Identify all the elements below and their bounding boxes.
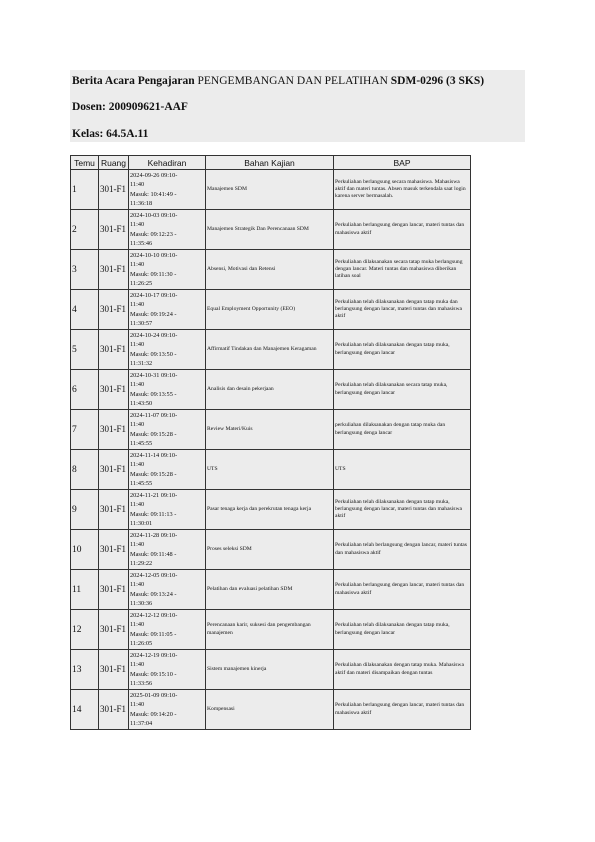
bap-note: Perkuliahan telah dilaksanakan secara tatap muka, berlangsung dengan lancar bbox=[334, 370, 471, 410]
header-temu: Temu bbox=[71, 156, 99, 170]
meeting-number: 4 bbox=[71, 290, 99, 330]
check-out-time: 11:30:36 bbox=[130, 599, 153, 607]
lecturer-line: Dosen: 200909621-AAF bbox=[72, 101, 188, 113]
attendance-cell bbox=[129, 290, 206, 330]
bap-note: Perkuliahan dilaksanakan dengan tatap muka. Mahasiswa aktif dan materi disampaikan dengan tuntas bbox=[334, 650, 471, 690]
check-out-time: 11:45:55 bbox=[130, 439, 153, 447]
study-material: Manajemen SDM bbox=[206, 170, 334, 210]
room: 301-F1 bbox=[99, 530, 129, 570]
table-row bbox=[71, 610, 471, 650]
check-out-time: 11:36:18 bbox=[130, 199, 153, 207]
table-row bbox=[71, 570, 471, 610]
study-material: Pasar tenaga kerja dan perekrutan tenaga kerja bbox=[206, 490, 334, 530]
table-row bbox=[71, 370, 471, 410]
schedule-date: 2024-11-07 09:10- bbox=[130, 412, 178, 420]
schedule-end: 11:40 bbox=[130, 421, 145, 429]
meeting-number: 11 bbox=[71, 570, 99, 610]
attendance-cell bbox=[129, 570, 206, 610]
attendance-cell bbox=[129, 370, 206, 410]
schedule-end: 11:40 bbox=[130, 301, 145, 309]
check-in-time: Masuk: 09:13:50 - bbox=[130, 350, 177, 358]
check-in-time: Masuk: 09:13:55 - bbox=[130, 390, 177, 398]
bap-note: Perkuliahan berlangsung dengan lancar, materi tuntas dan mahasiswa aktif bbox=[334, 690, 471, 730]
check-in-time: Masuk: 09:15:28 - bbox=[130, 470, 177, 478]
study-material: Affirmatif Tindakan dan Manajemen Keragaman bbox=[206, 330, 334, 370]
meeting-number: 5 bbox=[71, 330, 99, 370]
attendance-cell bbox=[129, 330, 206, 370]
room: 301-F1 bbox=[99, 650, 129, 690]
meeting-number: 6 bbox=[71, 370, 99, 410]
check-out-time: 11:37:04 bbox=[130, 719, 153, 727]
schedule-date: 2024-10-24 09:10- bbox=[130, 332, 178, 340]
meeting-number: 3 bbox=[71, 250, 99, 290]
schedule-end: 11:40 bbox=[130, 181, 145, 189]
meeting-number: 1 bbox=[71, 170, 99, 210]
check-in-time: Masuk: 09:11:05 - bbox=[130, 630, 177, 638]
attendance-cell bbox=[129, 210, 206, 250]
check-in-time: Masuk: 09:11:48 - bbox=[130, 550, 177, 558]
attendance-cell bbox=[129, 690, 206, 730]
table-row bbox=[71, 530, 471, 570]
table-row bbox=[71, 410, 471, 450]
schedule-date: 2024-10-17 09:10- bbox=[130, 292, 178, 300]
check-out-time: 11:26:05 bbox=[130, 639, 153, 647]
study-material: Proses seleksi SDM bbox=[206, 530, 334, 570]
check-in-time: Masuk: 09:13:24 - bbox=[130, 590, 177, 598]
check-in-time: Masuk: 09:11:13 - bbox=[130, 510, 177, 518]
header-kehadiran: Kehadiran bbox=[129, 156, 206, 170]
attendance-cell bbox=[129, 530, 206, 570]
bap-note: Perkuliahan berlangsung secara mahasiswa. Mahasiswa aktif dan materi tuntas. Absen masuk terkendala saat login karena server bermasalah. bbox=[334, 170, 471, 210]
check-out-time: 11:33:56 bbox=[130, 679, 153, 687]
attendance-cell bbox=[129, 170, 206, 210]
study-material: Analisis dan desain pekerjaan bbox=[206, 370, 334, 410]
attendance-cell bbox=[129, 450, 206, 490]
bap-note: Perkuliahan berlangsung dengan lancar, materi tuntas dan mahasiswa aktif bbox=[334, 570, 471, 610]
class-line: Kelas: 64.5A.11 bbox=[72, 128, 149, 140]
study-material: Review Materi/Kuis bbox=[206, 410, 334, 450]
header-bahan-kajian: Bahan Kajian bbox=[206, 156, 334, 170]
check-in-time: Masuk: 09:15:28 - bbox=[130, 430, 177, 438]
check-out-time: 11:30:57 bbox=[130, 319, 153, 327]
schedule-date: 2024-09-26 09:10- bbox=[130, 172, 178, 180]
room: 301-F1 bbox=[99, 210, 129, 250]
room: 301-F1 bbox=[99, 450, 129, 490]
schedule-date: 2024-12-19 09:10- bbox=[130, 652, 178, 660]
attendance-cell bbox=[129, 490, 206, 530]
meeting-number: 10 bbox=[71, 530, 99, 570]
schedule-end: 11:40 bbox=[130, 541, 145, 549]
room: 301-F1 bbox=[99, 490, 129, 530]
attendance-cell bbox=[129, 610, 206, 650]
room: 301-F1 bbox=[99, 250, 129, 290]
schedule-end: 11:40 bbox=[130, 621, 145, 629]
study-material: Absensi, Motivasi dan Retensi bbox=[206, 250, 334, 290]
check-out-time: 11:26:25 bbox=[130, 279, 153, 287]
study-material: Kompensasi bbox=[206, 690, 334, 730]
table-row bbox=[71, 690, 471, 730]
room: 301-F1 bbox=[99, 610, 129, 650]
study-material: Perencanaan karir, suksesi dan pengembangan manajemen bbox=[206, 610, 334, 650]
bap-note: Perkuliahan telah berlangsung dengan lancar, materi tuntas dan mahasiswa aktif bbox=[334, 530, 471, 570]
schedule-end: 11:40 bbox=[130, 581, 145, 589]
table-row bbox=[71, 290, 471, 330]
bap-note: Perkuliahan telah dilaksanakan dengan tatap muka, berlangsung dengan lancar, materi tuntas dan mahasiswa aktif bbox=[334, 490, 471, 530]
schedule-date: 2024-12-12 09:10- bbox=[130, 612, 178, 620]
attendance-table bbox=[70, 155, 471, 730]
attendance-cell bbox=[129, 650, 206, 690]
meeting-number: 2 bbox=[71, 210, 99, 250]
schedule-date: 2024-10-31 09:10- bbox=[130, 372, 178, 380]
meeting-number: 14 bbox=[71, 690, 99, 730]
study-material: Manajemen Strategik Dan Perencanaan SDM bbox=[206, 210, 334, 250]
schedule-date: 2024-11-21 09:10- bbox=[130, 492, 178, 500]
attendance-cell bbox=[129, 410, 206, 450]
schedule-date: 2024-11-28 09:10- bbox=[130, 532, 178, 540]
room: 301-F1 bbox=[99, 370, 129, 410]
header-ruang: Ruang bbox=[99, 156, 129, 170]
attendance-cell bbox=[129, 250, 206, 290]
meeting-number: 8 bbox=[71, 450, 99, 490]
schedule-end: 11:40 bbox=[130, 341, 145, 349]
schedule-date: 2024-12-05 09:10- bbox=[130, 572, 178, 580]
bap-note: perkuliahan dilaksanakan dengan tatap muka dan berlangsung denga lancar bbox=[334, 410, 471, 450]
course-name: PENGEMBANGAN DAN PELATIHAN bbox=[197, 75, 388, 87]
check-in-time: Masuk: 09:15:10 - bbox=[130, 670, 177, 678]
table-row bbox=[71, 250, 471, 290]
schedule-end: 11:40 bbox=[130, 661, 145, 669]
room: 301-F1 bbox=[99, 170, 129, 210]
check-in-time: Masuk: 09:19:24 - bbox=[130, 310, 177, 318]
document-title bbox=[72, 75, 484, 87]
check-out-time: 11:30:01 bbox=[130, 519, 153, 527]
room: 301-F1 bbox=[99, 290, 129, 330]
check-out-time: 11:43:50 bbox=[130, 399, 153, 407]
schedule-date: 2024-10-10 09:10- bbox=[130, 252, 178, 260]
schedule-end: 11:40 bbox=[130, 701, 145, 709]
bap-note: Perkuliahan telah dilaksanakan dengan tatap muka, berlangsung dengan lancar bbox=[334, 330, 471, 370]
table-body bbox=[71, 170, 471, 730]
check-in-time: Masuk: 09:14:20 - bbox=[130, 710, 177, 718]
schedule-end: 11:40 bbox=[130, 221, 145, 229]
bap-note: Perkuliahan berlangsung dengan lancar, materi tuntas dan mahasiswa aktif bbox=[334, 210, 471, 250]
check-out-time: 11:31:32 bbox=[130, 359, 153, 367]
schedule-end: 11:40 bbox=[130, 501, 145, 509]
bap-note: Perkuliahan dilaksanakan secara tatap muka berlangsung dengan lancar. Materi tuntas dan mahasiswa diberikan latihan soal bbox=[334, 250, 471, 290]
check-out-time: 11:45:55 bbox=[130, 479, 153, 487]
room: 301-F1 bbox=[99, 410, 129, 450]
table-row bbox=[71, 210, 471, 250]
table-row bbox=[71, 650, 471, 690]
meeting-number: 12 bbox=[71, 610, 99, 650]
schedule-end: 11:40 bbox=[130, 261, 145, 269]
schedule-end: 11:40 bbox=[130, 381, 145, 389]
schedule-date: 2024-10-03 09:10- bbox=[130, 212, 178, 220]
study-material: Sistem manajemen kinerja bbox=[206, 650, 334, 690]
study-material: Equal Employment Opportunity (EEO) bbox=[206, 290, 334, 330]
check-out-time: 11:29:22 bbox=[130, 559, 153, 567]
bap-note: Perkuliahan telah dilaksanakan dengan tatap muka, berlangsung dengan lancar bbox=[334, 610, 471, 650]
meeting-number: 13 bbox=[71, 650, 99, 690]
table-row bbox=[71, 330, 471, 370]
study-material: UTS bbox=[206, 450, 334, 490]
bap-note: Perkuliahan telah dilaksanakan dengan tatap muka dan berlangsung dengan lancar, materi tuntas dan mahasiswa aktif bbox=[334, 290, 471, 330]
study-material: Pelatihan dan evaluasi pelatihan SDM bbox=[206, 570, 334, 610]
room: 301-F1 bbox=[99, 570, 129, 610]
schedule-end: 11:40 bbox=[130, 461, 145, 469]
table-row bbox=[71, 170, 471, 210]
meeting-number: 9 bbox=[71, 490, 99, 530]
schedule-date: 2025-01-09 09:10- bbox=[130, 692, 178, 700]
title-prefix: Berita Acara Pengajaran bbox=[72, 75, 195, 87]
check-in-time: Masuk: 09:11:30 - bbox=[130, 270, 177, 278]
schedule-date: 2024-11-14 09:10- bbox=[130, 452, 178, 460]
bap-note: UTS bbox=[334, 450, 471, 490]
header-bap: BAP bbox=[334, 156, 471, 170]
table-row bbox=[71, 450, 471, 490]
table-header-row bbox=[71, 156, 471, 170]
check-in-time: Masuk: 10:41:49 - bbox=[130, 190, 177, 198]
table-row bbox=[71, 490, 471, 530]
meeting-number: 7 bbox=[71, 410, 99, 450]
room: 301-F1 bbox=[99, 690, 129, 730]
room: 301-F1 bbox=[99, 330, 129, 370]
course-code: SDM-0296 (3 SKS) bbox=[390, 75, 485, 87]
check-in-time: Masuk: 09:12:23 - bbox=[130, 230, 177, 238]
check-out-time: 11:35:46 bbox=[130, 239, 153, 247]
